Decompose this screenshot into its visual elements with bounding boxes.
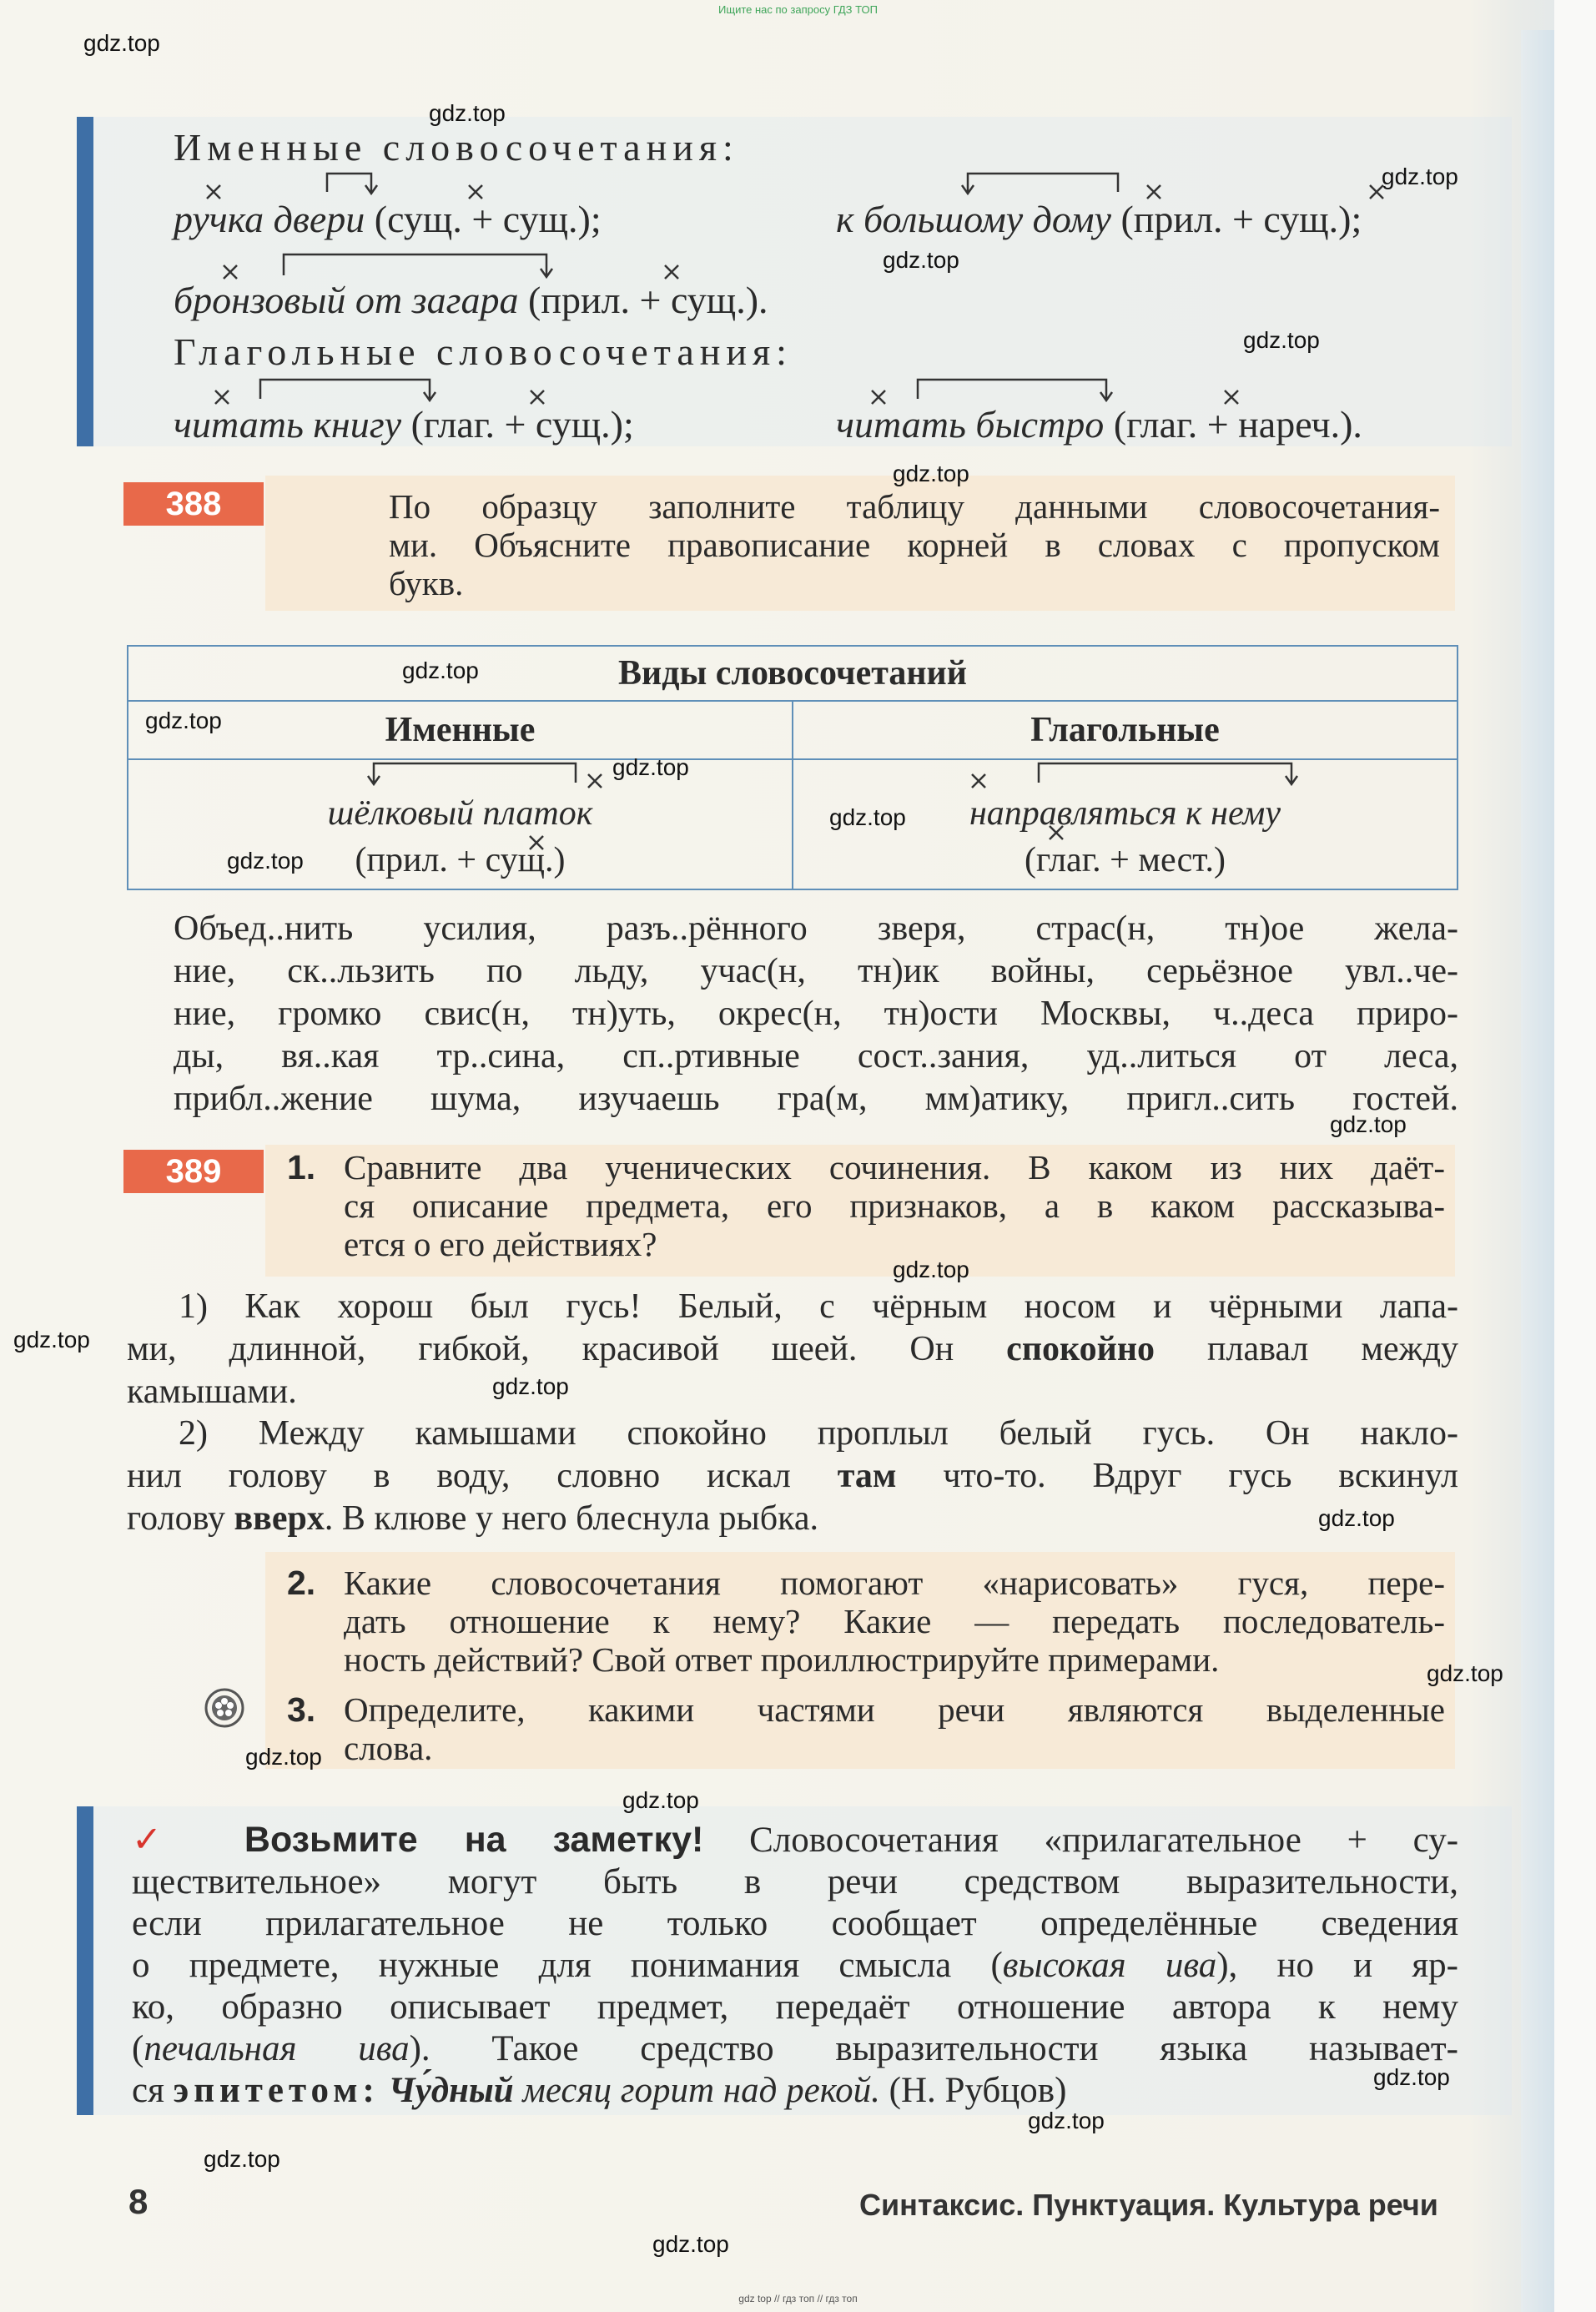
table-header: Именные — [128, 701, 793, 759]
watermark: gdz.top — [893, 1257, 969, 1282]
watermark: gdz.top — [1243, 327, 1320, 353]
cross-mark — [665, 265, 678, 279]
watermark: gdz.top — [429, 100, 506, 126]
page-number: 8 — [128, 2182, 149, 2221]
task-text: Определите, какими частями речи являются выделенные слова. — [344, 1690, 1445, 1767]
exercise-number: 388 — [123, 482, 264, 526]
watermark: gdz.top — [622, 1787, 699, 1813]
table-cell: шёлковый платок (прил. + сущ.) — [128, 759, 793, 889]
watermark: gdz.top — [245, 1744, 322, 1770]
arrow-mark — [260, 380, 436, 400]
table-cell: направляться к нему (глаг. + мест.) — [793, 759, 1458, 889]
watermark: gdz.top — [13, 1327, 90, 1352]
task-number: 2. — [287, 1564, 316, 1602]
cross-mark — [531, 390, 544, 404]
watermark: gdz.top — [492, 1373, 569, 1399]
task-text: Сравните два ученических сочинения. В каком из них даёт- ся описание предмета, его признаков, а в каком рассказыва- ется о его действиях? — [344, 1148, 1445, 1263]
cross-mark — [872, 390, 885, 404]
exercise-text: Объед..нить усилия, разъ..рённого зверя, страс(н, тн)ое жела- ние, ск..льзить по льду, учас(н, тн)ик войны, серьёзное увл..че- ние, громко свис(н, тн)уть, окрес(н, тн)ости Москвы, ч..деса приро- ды, вя..кая тр..сина, сп..ртивные сост..зания, уд..литься от леса, прибл..жение шума, изучаешь гра(м, мм)атику, пригл..сить гостей. — [174, 909, 1458, 1118]
running-footer: Синтаксис. Пунктуация. Культура речи — [859, 2188, 1438, 2222]
cross-mark — [215, 390, 229, 404]
watermark: gdz.top — [829, 804, 906, 830]
watermark: gdz.top — [652, 2231, 729, 2257]
cross-mark — [207, 185, 220, 199]
rule-heading-verbal: Глагольные словосочетания: — [174, 330, 793, 373]
essay-1: 1) Как хорош был гусь! Белый, с чёрным носом и чёрными лапа- ми, длинной, гибкой, красивой шеей. Он спокойно плавал между камышами. — [127, 1287, 1458, 1411]
arrow-mark — [284, 254, 552, 277]
cross-mark — [469, 185, 482, 199]
watermark: gdz.top — [1318, 1505, 1395, 1531]
rule-example: ручка двери (сущ. + сущ.); — [174, 198, 602, 240]
exercise-number: 389 — [123, 1150, 264, 1193]
watermark: gdz.top — [227, 848, 304, 874]
watermark: gdz.top — [1028, 2108, 1105, 2133]
cross-mark — [1225, 390, 1238, 404]
essay-2: 2) Между камышами спокойно проплыл белый гусь. Он накло- нил голову в воду, словно искал там что-то. Вдруг гусь вскинул голову вверх. В клюве у него блеснула рыбка. — [127, 1414, 1458, 1538]
rule-example: читать быстро (глаг. + нареч.). — [836, 403, 1362, 446]
collocation-table — [127, 645, 1458, 890]
task-text: Какие словосочетания помогают «нарисовать» гуся, пере- дать отношение к нему? Какие — передать последователь- ность действий? Свой ответ проиллюстрируйте примерами. — [344, 1564, 1445, 1679]
header-note: Ищите нас по запросу ГДЗ ТОП — [718, 3, 878, 16]
watermark: gdz.top — [1427, 1660, 1503, 1686]
watermark: gdz.top — [1382, 164, 1458, 189]
rule-example: читать книгу (глаг. + сущ.); — [174, 403, 634, 446]
arrow-mark — [918, 380, 1112, 400]
rule-heading-nominal: Именные словосочетания: — [174, 126, 739, 169]
check-icon: ✓ — [132, 1819, 199, 1861]
note-text: ✓ Возьмите на заметку! Словосочетания «прилагательное + су- ществительное» могут быть в речи средством выразительности, если прилагательное не только сообщает определённые сведения о предмете, нужные для понимания смысла (высокая ива), но и яр- ко, образно описывает предмет, передаёт отношение автора к нему (печальная ива). Такое средство выразительности языка называет- ся эпитетом: Чу́дный месяц горит над рекой. (Н. Рубцов) — [132, 1819, 1459, 2110]
task-number: 1. — [287, 1148, 316, 1186]
watermark: gdz.top — [204, 2146, 280, 2172]
arrow-mark — [327, 174, 377, 194]
watermark: gdz.top — [1330, 1111, 1407, 1137]
gear-icon — [204, 1687, 245, 1729]
watermark: gdz.top — [145, 708, 222, 733]
cross-mark — [1147, 185, 1160, 199]
rule-example: к большому дому (прил. + сущ.); — [836, 198, 1362, 240]
watermark: gdz.top — [893, 461, 969, 486]
table-header: Глагольные — [793, 701, 1458, 759]
watermark: gdz.top — [612, 754, 689, 780]
watermark: gdz.top — [83, 30, 160, 56]
table-title: Виды словосочетаний — [128, 646, 1458, 701]
watermark: gdz.top — [1373, 2064, 1450, 2090]
watermark: gdz.top — [402, 657, 479, 683]
footer-note: gdz top // гдз топ // гдз топ — [738, 2293, 858, 2304]
watermark: gdz.top — [883, 247, 959, 273]
arrow-mark — [962, 174, 1118, 194]
cross-mark — [224, 265, 237, 279]
rule-example: бронзовый от загара (прил. + сущ.). — [174, 279, 768, 321]
task-number: 3. — [287, 1690, 316, 1729]
task-text: По образцу заполните таблицу данными словосочетания- ми. Объясните правописание корней в словах с пропуском букв. — [389, 487, 1440, 602]
